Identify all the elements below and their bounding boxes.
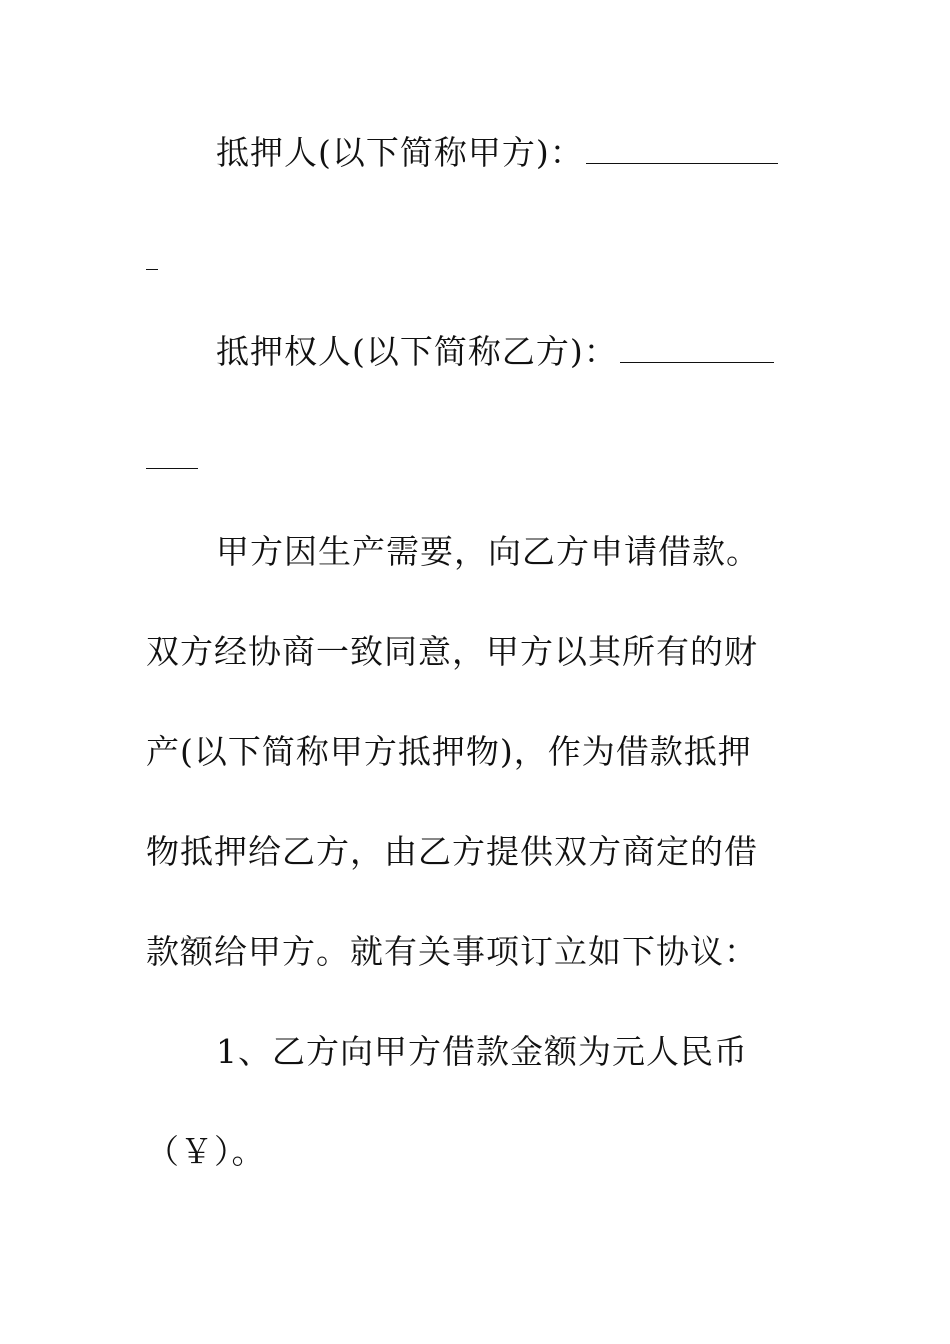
mortgagee-blank-continuation [146, 467, 198, 469]
mortgagor-label: 抵押人(以下简称甲方)： [216, 133, 584, 172]
paragraph-line: 甲方因生产需要，向乙方申请借款。 [216, 532, 760, 571]
mortgagee-blank [620, 332, 774, 363]
mortgagee-line [216, 327, 796, 377]
mortgagor-blank-continuation [146, 268, 158, 270]
paragraph-line: 物抵押给乙方，由乙方提供双方商定的借 [146, 832, 758, 871]
clause-line: （￥）。 [146, 1132, 266, 1171]
mortgagee-label: 抵押权人(以下简称乙方)： [216, 332, 618, 371]
paragraph-line: 产(以下简称甲方抵押物)，作为借款抵押 [146, 732, 752, 771]
clause-line: 1、乙方向甲方借款金额为元人民币 [216, 1032, 748, 1071]
paragraph-line: 款额给甲方。就有关事项订立如下协议： [146, 932, 758, 971]
mortgagor-blank [586, 133, 778, 164]
mortgagor-line [216, 128, 796, 178]
paragraph-line: 双方经协商一致同意，甲方以其所有的财 [146, 632, 758, 671]
